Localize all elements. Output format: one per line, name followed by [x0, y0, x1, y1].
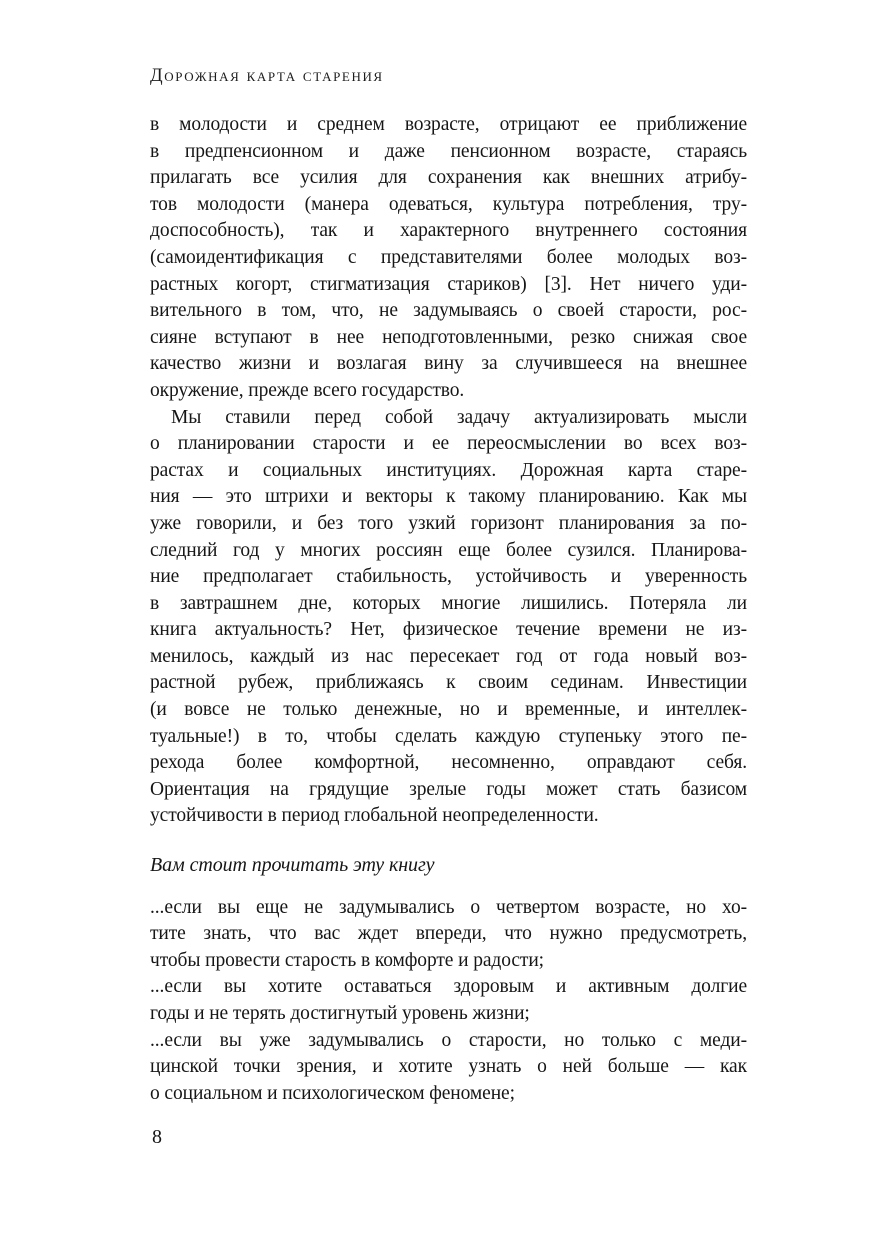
text-line: (и вовсе не только денежные, но и временные, и интеллек-	[150, 699, 747, 721]
text-line: в молодости и среднем возрасте, отрицают ее приближение	[150, 114, 747, 135]
paragraph	[150, 112, 747, 405]
text-line: растных когорт, стигматизация стариков) [3]. Нет ничего уди-	[150, 273, 747, 295]
text-line: следний год у многих россиян еще более сузился. Планирова-	[150, 539, 747, 561]
text-line: менилось, каждый из нас пересекает год от года новый воз-	[150, 645, 747, 667]
text-line: ...если вы еще не задумывались о четвертом возрасте, но хо-	[150, 896, 747, 918]
text-line: ния — это штрихи и векторы к такому планированию. Как мы	[150, 486, 747, 508]
text-line: о планировании старости и ее переосмыслении во всех воз-	[150, 433, 747, 455]
text-line: тов молодости (манера одеваться, культура потребления, тру-	[150, 193, 747, 215]
text-line: книга актуальность? Нет, физическое течение времени не из-	[150, 619, 747, 641]
text-line: ние предполагает стабильность, устойчивость и уверенность	[150, 566, 747, 588]
section-heading: Вам стоит прочитать эту книгу	[150, 854, 435, 877]
text-line: в предпенсионном и даже пенсионном возрасте, стараясь	[150, 140, 747, 162]
text-line: тите знать, что вас ждет впереди, что нужно предусмотреть,	[150, 923, 747, 945]
text-line: Мы ставили перед собой задачу актуализировать мысли	[171, 406, 747, 428]
text-line: в завтрашнем дне, которых многие лишились. Потеряла ли	[150, 592, 747, 614]
text-line: вительного в том, что, не задумываясь о своей старости, рос-	[150, 300, 747, 322]
text-line: растах и социальных институциях. Дорожная карта старе-	[150, 459, 747, 481]
text-line: устойчивости в период глобальной неопределенности.	[150, 805, 599, 827]
text-line: доспособность), так и характерного внутреннего состояния	[150, 220, 747, 242]
text-line: Ориентация на грядущие зрелые годы может стать базисом	[150, 778, 747, 800]
text-line: качество жизни и возлагая вину за случившееся на внешнее	[150, 353, 747, 375]
text-line: уже говорили, и без того узкий горизонт планирования за по-	[150, 512, 747, 534]
paragraph	[150, 1028, 747, 1108]
text-line: годы и не терять достигнутый уровень жизни;	[150, 1003, 530, 1024]
text-line: прилагать все усилия для сохранения как внешних атрибу-	[150, 167, 747, 189]
text-line: туальные!) в то, чтобы сделать каждую ступеньку этого пе-	[150, 725, 747, 747]
paragraph	[150, 895, 747, 975]
text-line: ...если вы уже задумывались о старости, но только с меди-	[150, 1029, 747, 1051]
paragraph	[150, 405, 747, 831]
text-line: растной рубеж, приближаясь к своим сединам. Инвестиции	[150, 672, 747, 694]
text-line: цинской точки зрения, и хотите узнать о ней больше — как	[150, 1056, 747, 1078]
page-number: 8	[152, 1126, 162, 1148]
text-line: рехода более комфортной, несомненно, оправдают себя.	[150, 752, 747, 774]
paragraph	[150, 974, 747, 1027]
text-line: сияне вступают в нее неподготовленными, резко снижая свое	[150, 326, 747, 348]
text-line: о социальном и психологическом феномене;	[150, 1082, 515, 1104]
running-header: Дорожная карта старения	[150, 66, 384, 86]
text-line: (самоидентификация с представителями более молодых воз-	[150, 246, 747, 268]
text-line: чтобы провести старость в комфорте и радости;	[150, 949, 544, 971]
body-text	[150, 112, 747, 1107]
text-line: окружение, прежде всего государство.	[150, 379, 465, 401]
text-line: ...если вы хотите оставаться здоровым и активным долгие	[150, 976, 747, 998]
